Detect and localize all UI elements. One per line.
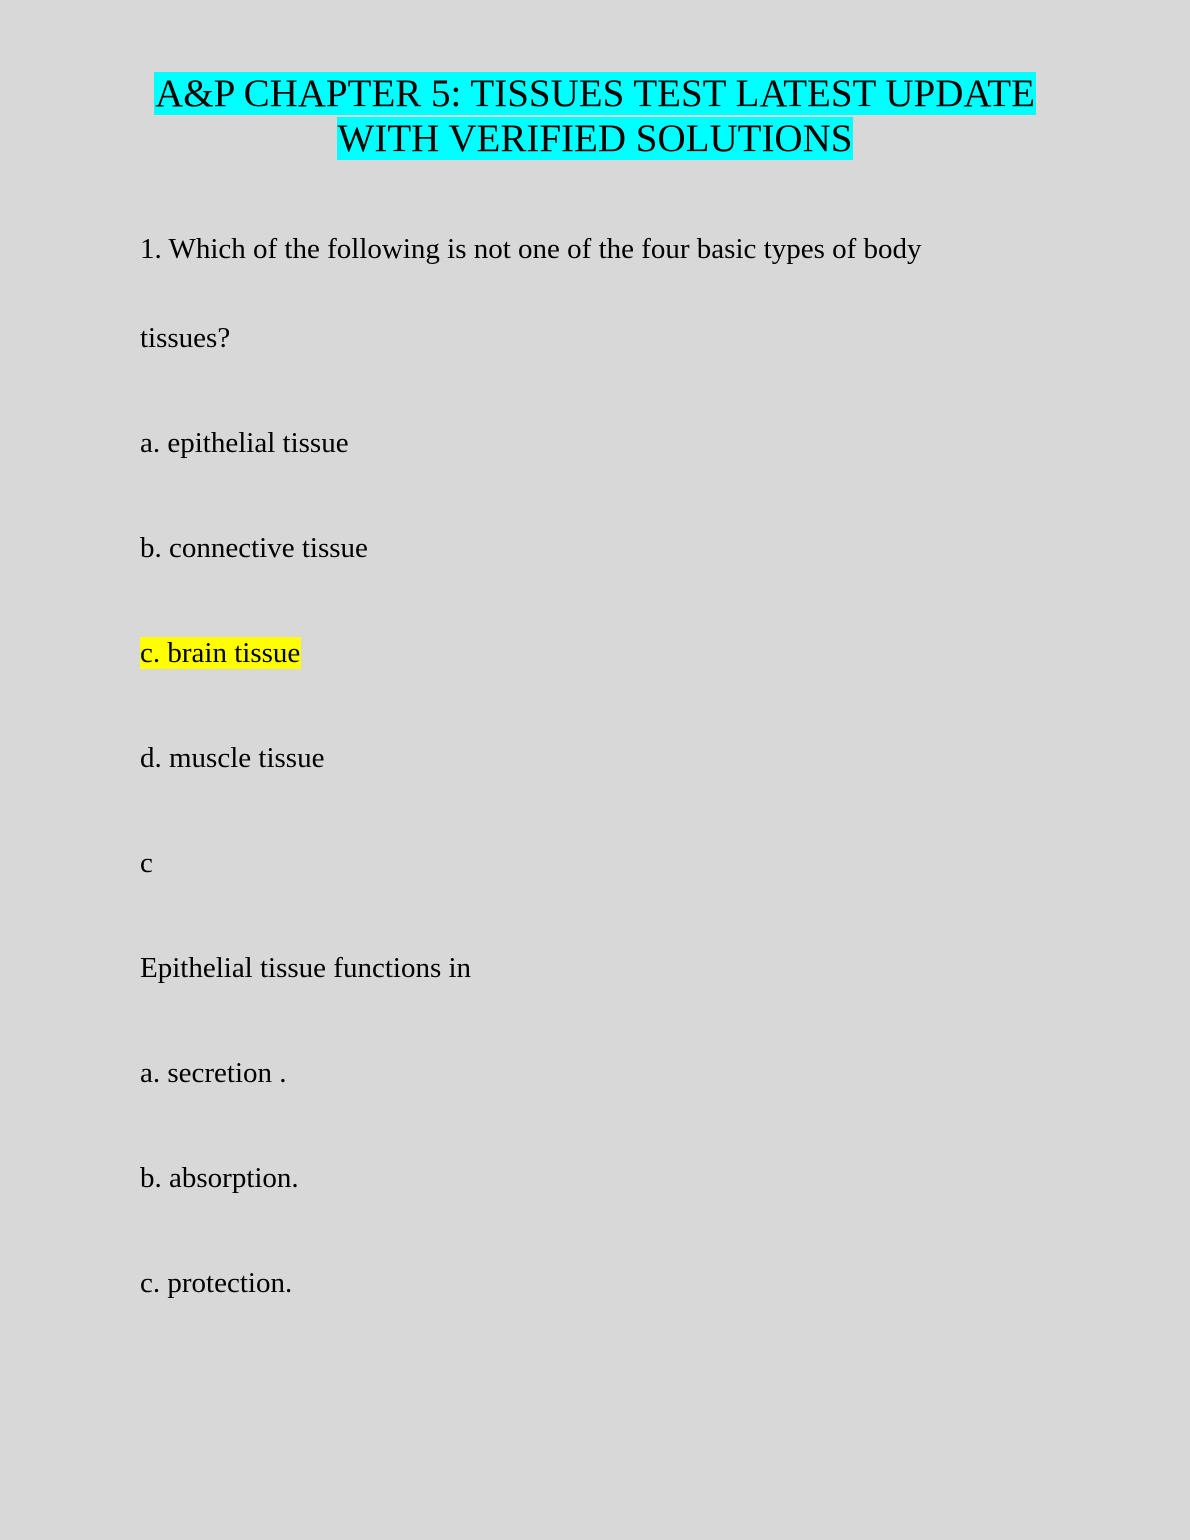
question-2-option-c: c. protection.: [140, 1267, 293, 1299]
correct-answer-highlight: c. brain tissue: [140, 637, 301, 669]
question-1-option-c-highlighted: [140, 635, 301, 671]
question-2-option-a: a. secretion .: [140, 1057, 287, 1089]
question-2-option-b: b. absorption.: [140, 1162, 299, 1194]
question-1-text-line-2: tissues?: [140, 322, 231, 354]
question-2-text: Epithelial tissue functions in: [140, 952, 472, 984]
question-1-text-line-1: 1. Which of the following is not one of the four basic types of body: [140, 233, 922, 265]
question-1-option-a: a. epithelial tissue: [140, 427, 349, 459]
document-title: [0, 71, 1190, 161]
question-1-option-d: d. muscle tissue: [140, 742, 325, 774]
question-1-option-b: b. connective tissue: [140, 532, 368, 564]
title-line-2: WITH VERIFIED SOLUTIONS: [337, 117, 853, 160]
title-line-1: A&P CHAPTER 5: TISSUES TEST LATEST UPDATE: [155, 72, 1035, 115]
question-1-answer: c: [140, 847, 153, 879]
